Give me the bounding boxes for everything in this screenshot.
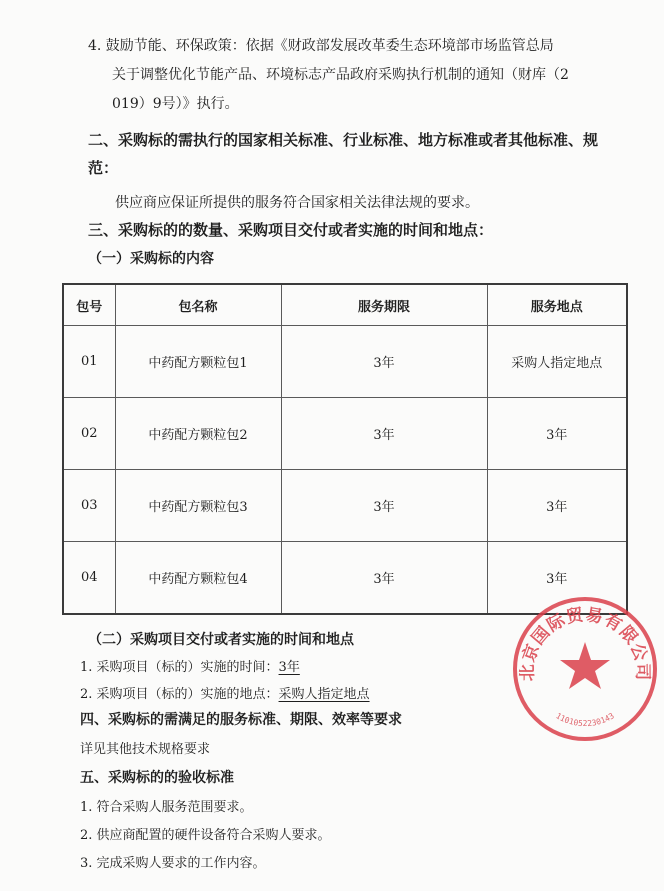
cell-package-no: 03 bbox=[63, 470, 115, 542]
implementation-location-value: 采购人指定地点 bbox=[278, 687, 370, 702]
cell-service-location: 3年 bbox=[487, 542, 627, 615]
section-2-body: 供应商应保证所提供的服务符合国家相关法律法规的要求。 bbox=[115, 195, 479, 211]
cell-service-location: 3年 bbox=[487, 398, 627, 470]
cell-service-period: 3年 bbox=[281, 470, 487, 542]
cell-service-location: 3年 bbox=[487, 470, 627, 542]
seal-star-icon bbox=[560, 642, 610, 689]
cell-service-location: 采购人指定地点 bbox=[487, 326, 627, 398]
cell-service-period: 3年 bbox=[281, 398, 487, 470]
cell-package-no: 02 bbox=[63, 398, 115, 470]
header-package-name: 包名称 bbox=[115, 284, 281, 326]
seal-name-arc: 北京国际贸易有限公司 bbox=[517, 605, 653, 682]
cell-package-name: 中药配方颗粒包3 bbox=[115, 470, 281, 542]
acceptance-item: 2. 供应商配置的硬件设备符合采购人要求。 bbox=[80, 828, 331, 843]
cell-service-period: 3年 bbox=[281, 542, 487, 615]
cell-package-name: 中药配方颗粒包4 bbox=[115, 542, 281, 615]
header-service-location: 服务地点 bbox=[487, 284, 627, 326]
section-4-heading: 四、采购标的需满足的服务标准、期限、效率等要求 bbox=[80, 712, 402, 728]
header-package-no: 包号 bbox=[63, 284, 115, 326]
implementation-time-label: 1. 采购项目（标的）实施的时间： bbox=[80, 660, 279, 675]
table-row bbox=[63, 398, 627, 470]
cell-package-name: 中药配方颗粒包2 bbox=[115, 398, 281, 470]
cell-package-no: 04 bbox=[63, 542, 115, 615]
procurement-table bbox=[62, 283, 628, 615]
acceptance-item: 3. 完成采购人要求的工作内容。 bbox=[80, 856, 266, 871]
implementation-location-label: 2. 采购项目（标的）实施的地点： bbox=[80, 687, 279, 702]
implementation-time-value: 3年 bbox=[278, 660, 300, 675]
cell-package-name: 中药配方颗粒包1 bbox=[115, 326, 281, 398]
policy-line-2: 关于调整优化节能产品、环境标志产品政府采购执行机制的通知（财库（2 bbox=[112, 67, 569, 83]
acceptance-item: 1. 符合采购人服务范围要求。 bbox=[80, 800, 253, 815]
cell-package-no: 01 bbox=[63, 326, 115, 398]
seal-code-text bbox=[554, 711, 616, 728]
company-seal bbox=[510, 594, 660, 744]
section-2-heading-line-1: 二、采购标的需执行的国家相关标准、行业标准、地方标准或者其他标准、规 bbox=[88, 131, 599, 149]
policy-line-1: 4. 鼓励节能、环保政策：依据《财政部发展改革委生态环境部市场监管总局 bbox=[88, 38, 554, 54]
section-5-heading: 五、采购标的的验收标准 bbox=[80, 770, 234, 786]
implementation-time bbox=[80, 656, 300, 675]
table-row bbox=[63, 326, 627, 398]
section-2-heading-line-2: 范： bbox=[88, 159, 119, 177]
table-header-row bbox=[63, 284, 627, 326]
policy-line-3: 019）9号）》执行。 bbox=[112, 96, 239, 112]
section-3-heading: 三、采购标的的数量、采购项目交付或者实施的时间和地点： bbox=[88, 221, 494, 239]
seal-code-arc: 1101052230143 bbox=[554, 711, 616, 729]
section-3-sub-2: （二）采购项目交付或者实施的时间和地点 bbox=[88, 632, 354, 648]
section-4-body: 详见其他技术规格要求 bbox=[80, 742, 211, 757]
header-service-period: 服务期限 bbox=[281, 284, 487, 326]
cell-service-period: 3年 bbox=[281, 326, 487, 398]
table-row bbox=[63, 470, 627, 542]
section-3-sub-1: （一）采购标的内容 bbox=[88, 251, 214, 267]
implementation-location bbox=[80, 683, 370, 702]
